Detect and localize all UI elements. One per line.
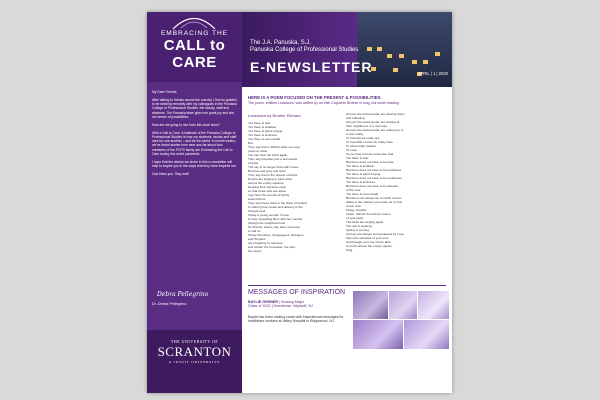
poem-line: housebound. [248, 209, 266, 213]
poem-line: So that the elders may have someone [248, 225, 301, 229]
card-photo [352, 319, 404, 350]
poem-line: They say that a hotel in the West of Ireland [248, 201, 307, 205]
poem-line: to call on. [248, 229, 262, 233]
student-major: | Nursing Major [279, 300, 304, 304]
university-tagline: A JESUIT UNIVERSITY [168, 360, 221, 364]
poem-line: The birds are singing again [346, 220, 384, 224]
poem-column-1 [248, 121, 344, 253]
student-story: Baylie has been making cards with inspirational messages for healthcare workers at Valley Hospital in Ridgewood, NJ. [248, 315, 344, 324]
poem-line: Yes there is even death. [248, 137, 282, 141]
poem-line: But there does not have to be meanness. [346, 176, 403, 180]
poem-line: keeping their windows open [248, 185, 287, 189]
university-line-1: THE UNIVERSITY OF [170, 339, 219, 344]
card-photo [417, 290, 450, 320]
poem-line: across the empty squares, [248, 181, 285, 185]
letter-paragraph: My Dear Friends, [152, 90, 178, 94]
poem-line: Yes there is isolation. [248, 125, 278, 129]
poem-line: Sing. [346, 248, 354, 252]
poem-line: To how big we really are. [346, 136, 381, 140]
section-divider [248, 285, 446, 286]
window-light [423, 60, 428, 64]
poem-line: years of noise [248, 149, 268, 153]
poem-line: the weary [248, 249, 262, 253]
poem-line: Yes there is panic buying. [248, 129, 284, 133]
poem-line: are preparing to welcome [248, 241, 283, 245]
poem-line: around them. [248, 197, 267, 201]
poem-line: and shelter the homeless, the sick, [248, 245, 296, 249]
poem-line: Listen, behind the factory noises [346, 212, 391, 216]
college-title-line-2: Panuska College of Professional Studies [250, 46, 359, 53]
poem-line: They say that in Wuhan after so many [248, 145, 301, 149]
window-light [393, 68, 398, 72]
poem-line: Yes there is fear. [346, 156, 369, 160]
newsletter-header [242, 12, 452, 87]
poem-line: But blue and grey and clear. [248, 169, 287, 173]
poem-line: is busy spreading fliers with her number [248, 217, 303, 221]
poem-line: of the soul [346, 188, 361, 192]
poem-column-2 [346, 112, 442, 252]
window-light [399, 54, 404, 58]
poem-line: their neighbours in a new way [346, 124, 387, 128]
brand-top-text: EMBRACING THE [160, 30, 229, 37]
university-logo [147, 330, 242, 393]
card-photo [352, 290, 389, 320]
messages-title: MESSAGES OF INSPIRATION [248, 289, 346, 296]
college-title-line-1: The J.A. Panuska, S.J. [250, 40, 312, 46]
poem-line: of quiet [248, 161, 259, 165]
window-light [387, 54, 392, 58]
poem-line: But there does not have to be loneliness. [346, 168, 403, 172]
poem-line: But, [248, 141, 254, 145]
poem-line: Is offering free meals and delivery to the [248, 205, 303, 209]
poem-byline: by Brother Richard [267, 113, 301, 118]
poem-line: To what really matters. [346, 144, 377, 148]
poem-line: So we pray and we remember that [346, 152, 394, 156]
poem-line: They say that in the streets of Assisi [248, 173, 298, 177]
poem-line: to touch across the empty square, [346, 244, 393, 248]
poem-line: To how little control we really have. [346, 140, 394, 144]
poem-title [248, 113, 301, 118]
newsletter-title: E-NEWSLETTER [250, 59, 373, 75]
poem-line: But there can always be a rebirth of love. [346, 196, 403, 200]
poem-line: All over the world people are waking up to [346, 128, 404, 132]
poem-line: But there does not have to be hate. [346, 160, 395, 164]
poem-line: You can hear the birds again. [248, 153, 289, 157]
student-name: BAYLIE GERBER [248, 300, 278, 304]
poem-line: But there does not have to be disease [346, 184, 399, 188]
card-photo [388, 290, 418, 320]
letter-paragraph: After talking to friends across the country, I feel so grateful to be working remotely with my colleagues in the Panuska College of Professional Studies: the faculty, staff and students. The Panuska team gives me great joy and lets me dream of possibilities. [152, 97, 237, 119]
poem-line: People are singing to each other [248, 177, 293, 181]
window-light [435, 52, 440, 56]
college-title [250, 40, 358, 53]
poem-line: Today Churches, Synagogues, Mosques [248, 233, 304, 237]
poem-line: And though you may not be able [346, 240, 391, 244]
letter-paragraph: With a Call to Care. A hallmark of the Panuska College of Professional Studies is how our students, faculty and staff care for one another – and for the world. In recent weeks, we've heard stories from near and far about how members of the PCPS family are Embracing the Call to Care during this world pandemic. [152, 130, 237, 157]
window-light [412, 60, 417, 64]
student-info [248, 300, 348, 309]
poem-line: Yes there is even death. [346, 192, 380, 196]
poem-line: and reflecting [346, 116, 365, 120]
poem-line: Wake to the choices you make as to how [346, 200, 403, 204]
poem-line: Yes there is fear. [248, 121, 271, 125]
lead-subtext: The poem, entitled Lockdown, was written by an Irish Capuchin Brother is long, but worth reading. [248, 101, 400, 105]
poem-line: All over the world people are slowing down [346, 112, 405, 116]
card-photo [403, 319, 450, 350]
signer-name: Dr. Debra Pellegrino [152, 302, 187, 306]
poem-line: of your panic [346, 216, 364, 220]
signature: Debra Pellegrino [157, 291, 209, 298]
poem-line: Yes there is panic buying. [346, 172, 382, 176]
brand-main-text: CALL to CARE [163, 37, 226, 71]
letter-paragraph: God bless you. Stay well! [152, 171, 190, 176]
poem-line: so that those who are alone [248, 189, 287, 193]
issue-date: APRIL | 1 | 2020 [417, 71, 448, 76]
poem-line: Today, breathe. [346, 208, 368, 212]
photo-collage [352, 290, 448, 348]
poem-line: They say that after just a few weeks [248, 157, 298, 161]
poem-line: through the neighbourhood [248, 221, 286, 225]
poem-line: may hear the sounds of family [248, 193, 290, 197]
brand-block [147, 12, 242, 82]
letter-paragraph: I hope that the stories we share in this e-newsletter will help to inspire you in the ways that they have inspired me. [152, 159, 237, 169]
poem-line: The sky is no longer thick with fumes [248, 165, 299, 169]
poem-line: All over the world people are looking at [346, 120, 400, 124]
poem-line: Today a young woman I know [248, 213, 289, 217]
left-sidebar [147, 12, 242, 393]
poem-name: Lockdown [248, 113, 267, 118]
lead-headline: HERE IS A POEM FOCUSED ON THE PRESENT & POSSIBILITIES. [248, 95, 382, 100]
poem-line: Yes there is sickness. [248, 133, 278, 137]
welcome-letter [152, 90, 237, 180]
poem-line: Yes there is sickness. [346, 180, 376, 184]
window-light [367, 47, 372, 51]
poem-line: Open the windows of your soul [346, 236, 389, 240]
student-class: Class of 2022 | Hometown: Wyckoff, NJ [248, 304, 313, 309]
poem-line: a new reality [346, 132, 364, 136]
poem-line: The sky is clearing, [346, 224, 373, 228]
poem-line: Spring is coming, [346, 228, 370, 232]
university-name: SCRANTON [157, 344, 232, 359]
poem-line: Yes there is isolation. [346, 164, 376, 168]
poem-line: to live now. [346, 204, 362, 208]
poem-line: To Love. [346, 148, 358, 152]
window-light [377, 47, 382, 51]
poem-line: And we are always encompassed by Love. [346, 232, 405, 236]
poem-line: and Temples [248, 237, 266, 241]
brand-arc-icon [171, 14, 217, 30]
letter-paragraph: How are we going to rise from this cruel virus? [152, 122, 220, 127]
newsletter-page [147, 12, 452, 393]
